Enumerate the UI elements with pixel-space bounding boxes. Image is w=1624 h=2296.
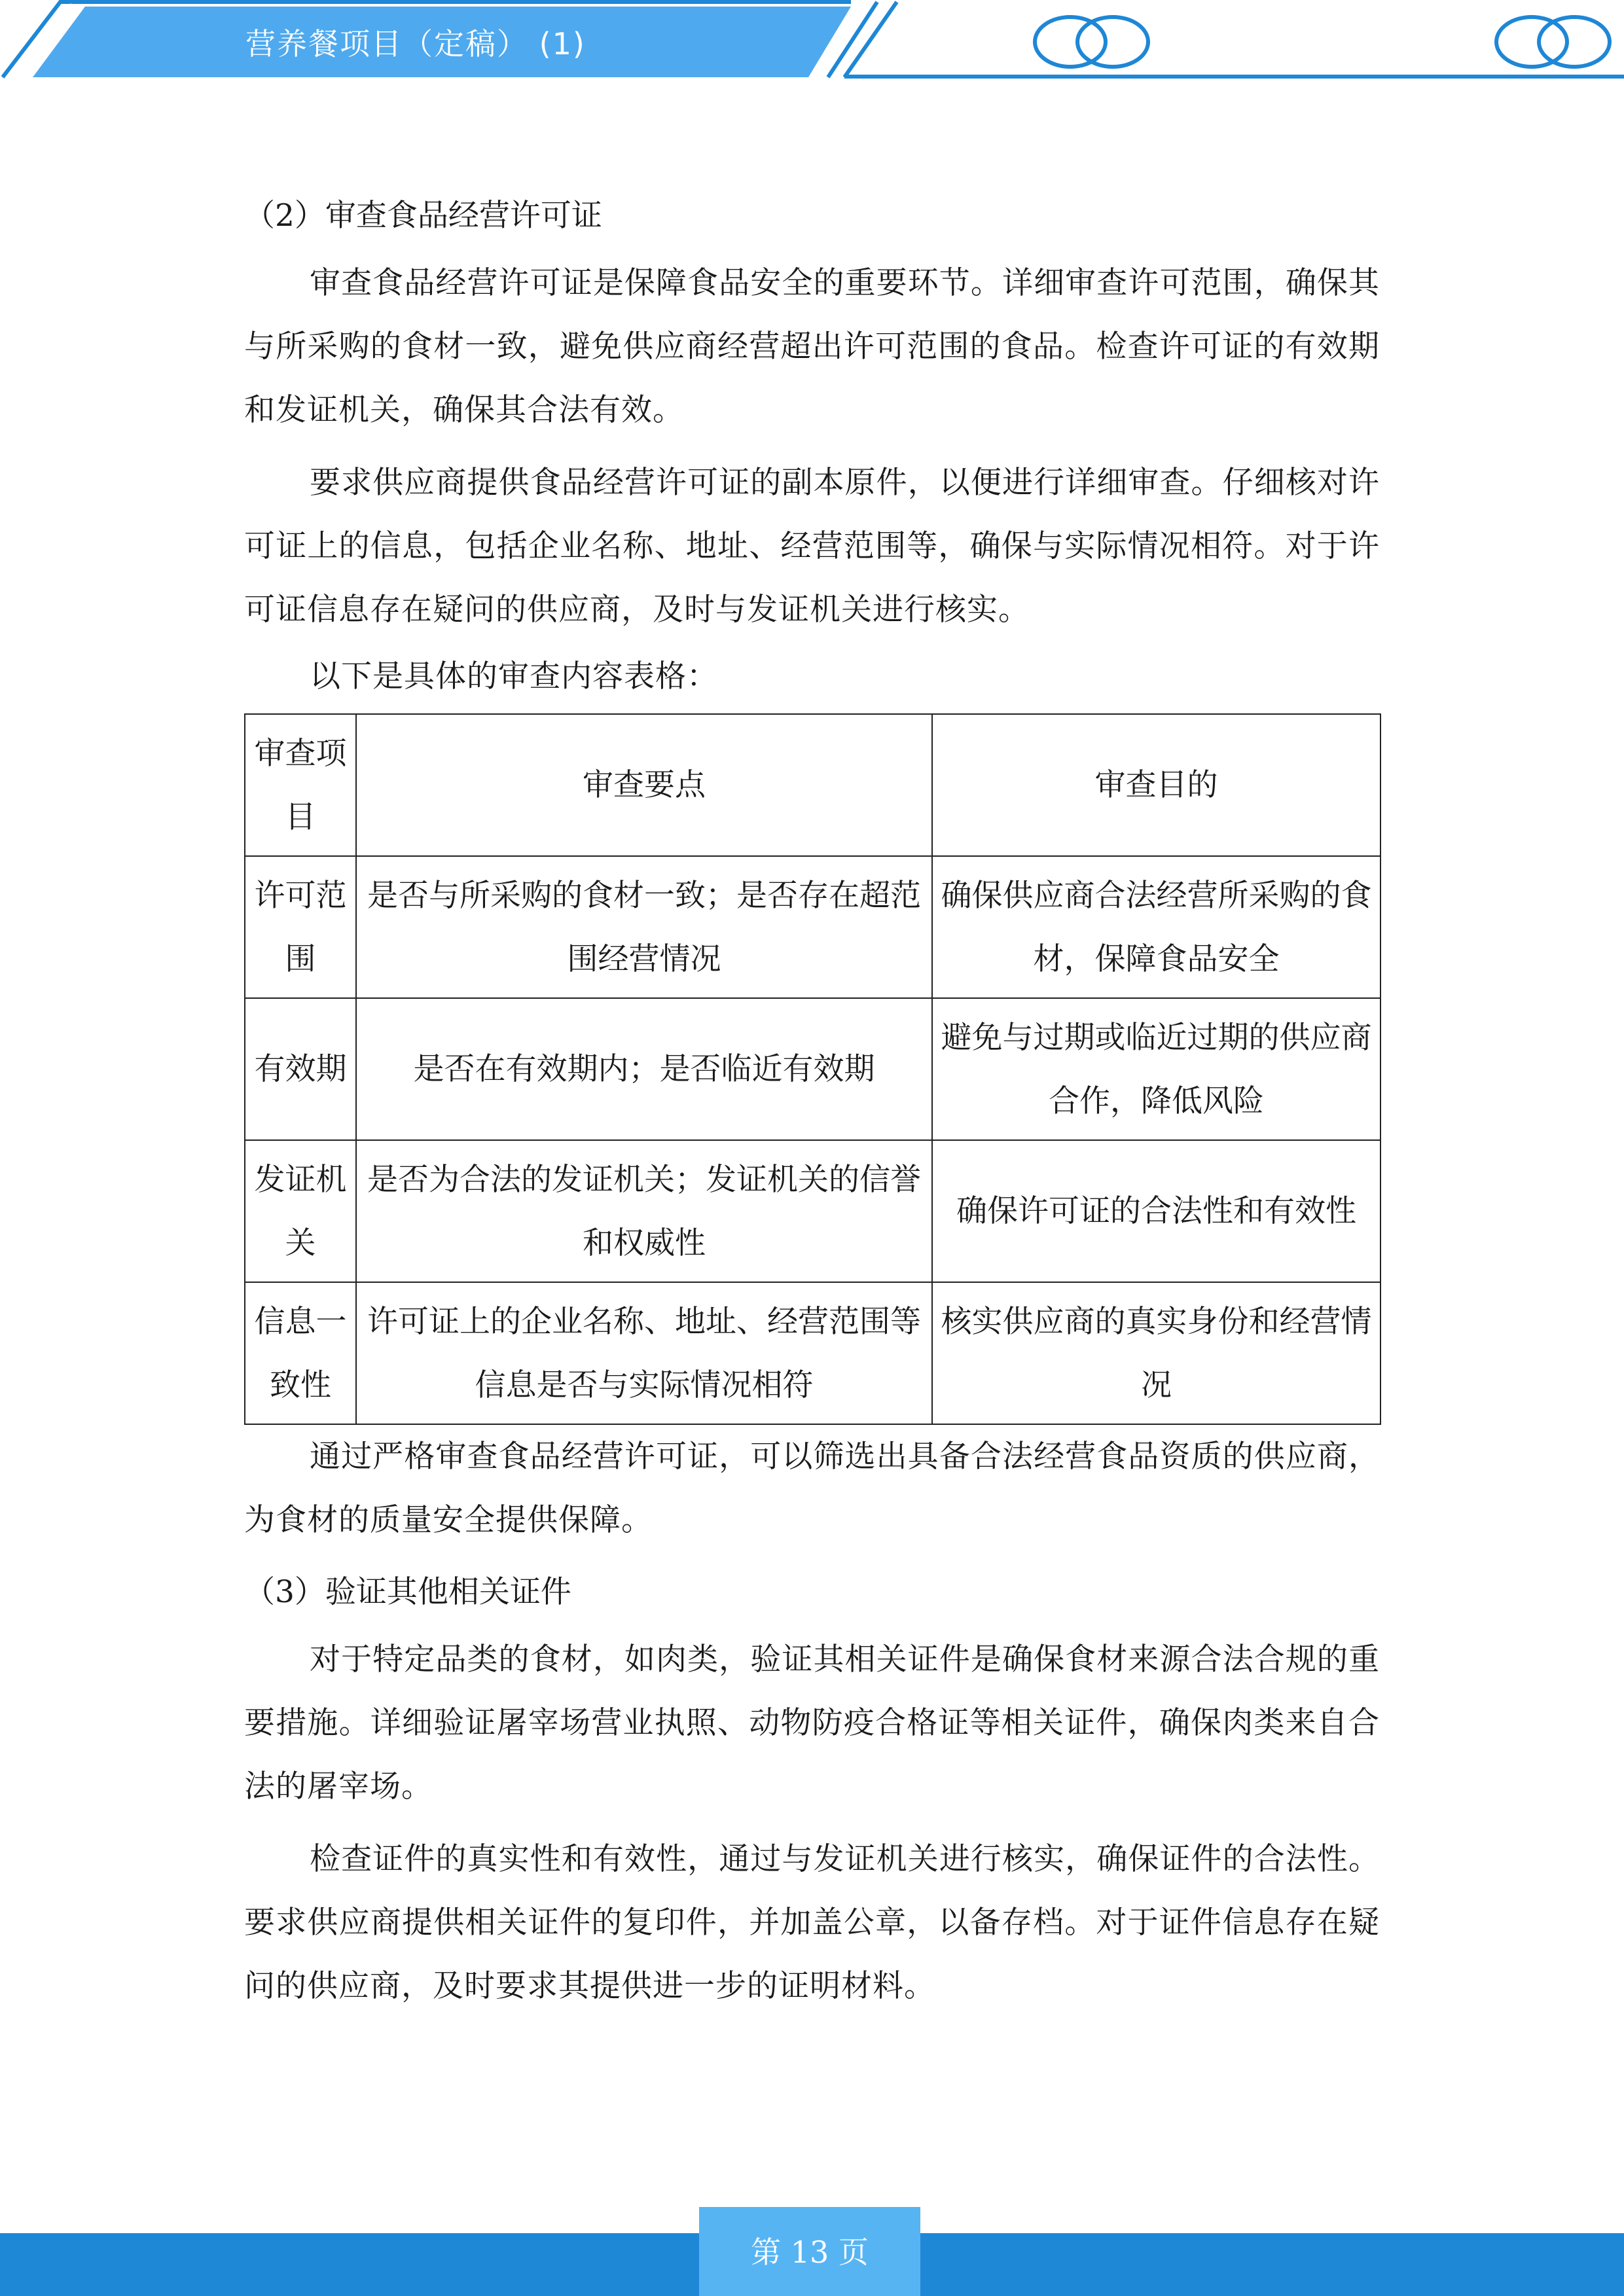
section-3-paragraph: 对于特定品类的食材，如肉类，验证其相关证件是确保食材来源合法合规的重要措施。详细验证屠宰场营业执照、动物防疫合格证等相关证件，确保肉类来自合法的屠宰场。 — [244, 1641, 1380, 1804]
table-cell-point: 是否与所采购的食材一致；是否存在超范围经营情况 — [356, 856, 932, 998]
review-table — [244, 713, 1381, 1425]
section-2-paragraph: 要求供应商提供食品经营许可证的副本原件，以便进行详细审查。仔细核对许可证上的信息，包括企业名称、地址、经营范围等，确保与实际情况相符。对于许可证信息存在疑问的供应商，及时与发证机关进行核实。 — [244, 465, 1380, 628]
table-cell-item: 许可范围 — [245, 856, 356, 998]
document-title: 营养餐项目（定稿） (1) — [245, 26, 586, 62]
table-row — [245, 856, 1380, 998]
table-cell-purpose: 核实供应商的真实身份和经营情况 — [932, 1282, 1380, 1424]
section-2-paragraph: 审查食品经营许可证是保障食品安全的重要环节。详细审查许可范围，确保其与所采购的食材一致，避免供应商经营超出许可范围的食品。检查许可证的有效期和发证机关，确保其合法有效。 — [244, 265, 1380, 428]
section-3-heading: （3）验证其他相关证件 — [244, 1574, 571, 1610]
table-cell-item: 信息一致性 — [245, 1282, 356, 1424]
table-header-row — [245, 714, 1380, 856]
table-cell-item: 发证机关 — [245, 1140, 356, 1282]
rings-icon-right — [1496, 17, 1610, 67]
table-cell-purpose: 确保许可证的合法性和有效性 — [932, 1140, 1380, 1282]
table-header-cell: 审查项目 — [245, 714, 356, 856]
table-row — [245, 1140, 1380, 1282]
table-header-cell: 审查目的 — [932, 714, 1380, 856]
table-cell-item: 有效期 — [245, 998, 356, 1140]
table-cell-point: 是否在有效期内；是否临近有效期 — [356, 998, 932, 1140]
table-cell-purpose: 避免与过期或临近过期的供应商合作，降低风险 — [932, 998, 1380, 1140]
table-cell-purpose: 确保供应商合法经营所采购的食材，保障食品安全 — [932, 856, 1380, 998]
page-content — [244, 190, 1380, 2018]
table-row — [245, 998, 1380, 1140]
table-row — [245, 1282, 1380, 1424]
rings-icon — [1035, 17, 1148, 67]
section-2-closing: 通过严格审查食品经营许可证，可以筛选出具备合法经营食品资质的供应商，为食材的质量安全提供保障。 — [244, 1439, 1380, 1538]
table-cell-point: 是否为合法的发证机关；发证机关的信誉和权威性 — [356, 1140, 932, 1282]
table-header-cell: 审查要点 — [356, 714, 932, 856]
section-2-heading: （2）审查食品经营许可证 — [244, 198, 602, 234]
section-3-paragraph: 检查证件的真实性和有效性，通过与发证机关进行核实，确保证件的合法性。要求供应商提供相关证件的复印件，并加盖公章，以备存档。对于证件信息存在疑问的供应商，及时要求其提供进一步的证明材料。 — [244, 1841, 1380, 2004]
table-cell-point: 许可证上的企业名称、地址、经营范围等信息是否与实际情况相符 — [356, 1282, 932, 1424]
table-intro: 以下是具体的审查内容表格： — [310, 658, 718, 694]
header-banner — [0, 0, 1624, 85]
page-number: 第 13 页 — [751, 2234, 869, 2270]
